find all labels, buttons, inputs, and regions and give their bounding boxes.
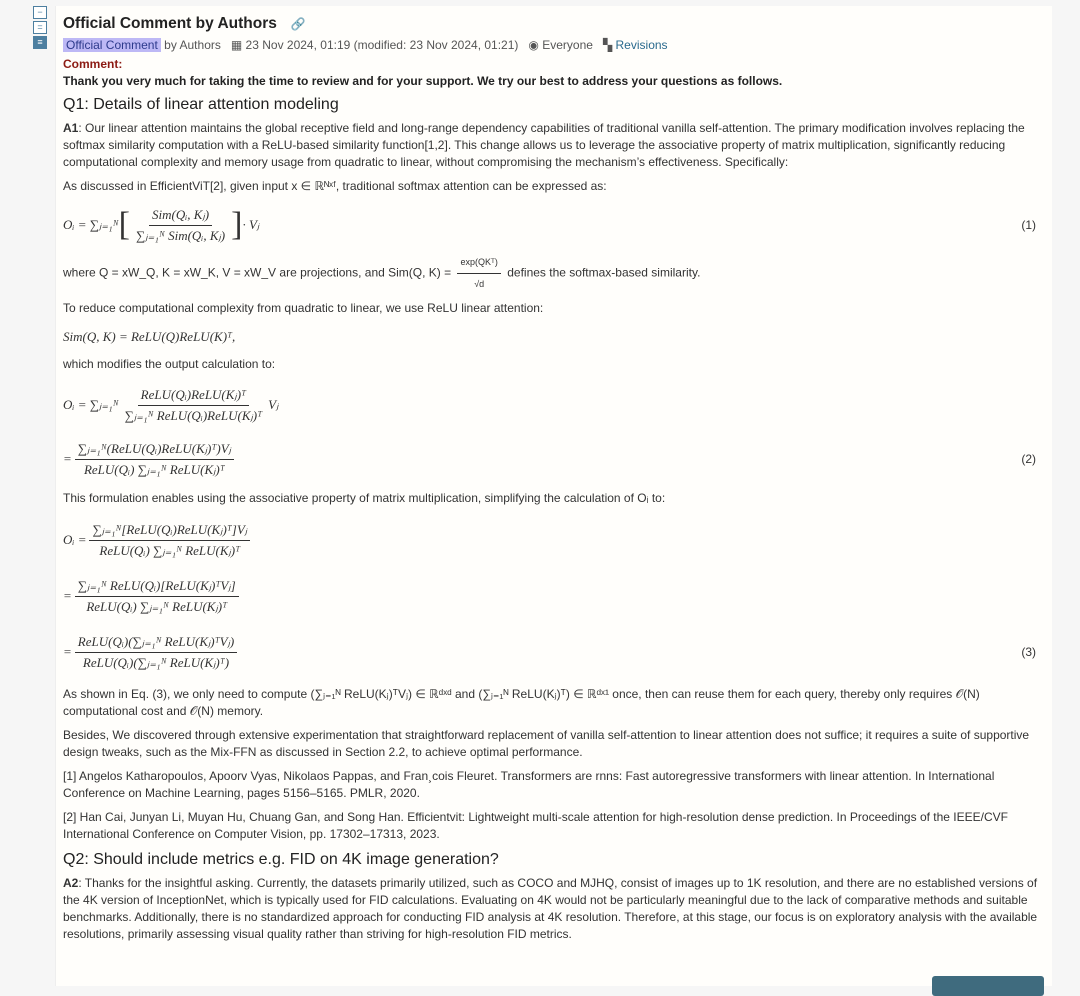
collapse-button[interactable]: − <box>33 6 47 19</box>
q1-heading: Q1: Details of linear attention modeling <box>63 96 339 113</box>
calendar-icon: ▦ <box>230 38 243 52</box>
reply-button[interactable] <box>932 976 1044 996</box>
invitation-badge: Official Comment <box>63 38 161 52</box>
revisions-link[interactable]: Revisions <box>615 38 668 52</box>
a1-paragraph: A1: Our linear attention maintains the global receptive field and long-range dependency capabilities of traditional vanilla self-attention. The primary modification involves replacing the softmax similarity computation with a ReLU-based similarity function[1,2]. This change allows us to leverage the associative property of matrix multiplication, significantly reducing computational complexity and memory usage from quadratic to linear, without compromising the mechanism’s effectiveness. Specifically: <box>63 121 1025 169</box>
besides-paragraph: Besides, We discovered through extensive experimentation that straightforward replacement of vanilla self-attention to linear attention does not suffice; it requires a suite of supportive design tweaks, such as the Mix-FFN as discussed in Section 2.2, to achieve optimal performance. <box>63 728 1030 759</box>
comment-label: Comment: <box>63 57 123 71</box>
shown-paragraph: As shown in Eq. (3), we only need to compute (∑ⱼ₌₁ᴺ ReLU(Kⱼ)ᵀVⱼ) ∈ ℝᵈˣᵈ and (∑ⱼ₌₁ᴺ ReLU(Kⱼ)ᵀ) ∈ ℝᵈˣ¹ once, then can reuse them for each query, thereby only requires 𝒪(N) computational cost and 𝒪(N) memory. <box>63 687 980 718</box>
date: 23 Nov 2024, 01:19 (modified: 23 Nov 2024, 01:21) <box>245 38 519 52</box>
q2-heading: Q2: Should include metrics e.g. FID on 4K image generation? <box>63 851 499 868</box>
intro-text: Thank you very much for taking the time to review and for your support. We try our best to address your questions as follows. <box>63 74 783 88</box>
equation-1: Oᵢ = ∑ⱼ₌₁ᴺ [ $\frac{\text{Sim(Qᵢ, Kⱼ)}}{\text{∑ⱼ₌₁ᴺ Sim(Qᵢ, Kⱼ)}}$ ] · Vⱼ (1) <box>63 206 1036 243</box>
note-title-text: Official Comment by Authors <box>63 15 277 32</box>
eye-icon: ◉ <box>528 38 539 52</box>
author: by Authors <box>164 38 221 52</box>
equation-3b: = $\frac{\text{∑ⱼ₌₁ᴺ ReLU(Qᵢ)[ReLU(Kⱼ)ᵀVⱼ]}}{\text{ReLU(Qᵢ) ∑ⱼ₌₁ᴺ ReLU(Kⱼ)ᵀ}}$ <box>63 570 1044 622</box>
note-card <box>55 6 1052 986</box>
note-meta <box>63 38 1044 52</box>
link-icon[interactable]: 🔗 <box>290 17 306 31</box>
a2-paragraph: A2: Thanks for the insightful asking. Currently, the datasets primarily utilized, such as COCO and MJHQ, consist of images up to 1K resolution, and there are no established versions of the 4K version of InceptionNet, which is typically used for FID calculations. Evaluating on 4K would not be particularly meaningful due to the lack of comparative methods and suitable benchmarks. Additionally, there is no standardized approach for conducting FID analysis at 4K resolution. Therefore, at this stage, our focus is on exploratory analysis with the available resolutions, primarily assessing visual quality rather than striving for high-resolution FID metrics. <box>63 876 1038 941</box>
discussed-paragraph: As discussed in EfficientViT[2], given input x ∈ ℝᴺˣᶠ, traditional softmax attention can be expressed as: <box>63 179 607 193</box>
partial-view-button[interactable]: = <box>33 21 47 34</box>
equation-sim: Sim(Q, K) = ReLU(Q)ReLU(K)ᵀ, <box>63 329 236 344</box>
formulation-paragraph: This formulation enables using the associative property of matrix multiplication, simplifying the calculation of Oᵢ to: <box>63 491 666 505</box>
reference-2: [2] Han Cai, Junyan Li, Muyan Hu, Chuang Gan, and Song Han. Efficientvit: Lightweight multi-scale attention for high-resolution dense prediction. In Proceedings of the IEEE/CVF International Conference on Computer Vision, pp. 17302–17313, 2023. <box>63 810 1008 841</box>
equation-3c: = $\frac{\text{ReLU(Qᵢ)(∑ⱼ₌₁ᴺ ReLU(Kⱼ)ᵀVⱼ)}}{\text{ReLU(Qᵢ)(∑ⱼ₌₁ᴺ ReLU(Kⱼ)ᵀ)}}$ (3) <box>63 633 1036 670</box>
equation-2b: = $\frac{\text{∑ⱼ₌₁ᴺ(ReLU(Qᵢ)ReLU(Kⱼ)ᵀ)Vⱼ}}{\text{ReLU(Qᵢ) ∑ⱼ₌₁ᴺ ReLU(Kⱼ)ᵀ}}$ (2) <box>63 440 1036 477</box>
visibility: Everyone <box>542 38 593 52</box>
revisions-icon: ▚ <box>602 38 613 52</box>
full-view-button[interactable]: ≡ <box>33 36 47 49</box>
equation-3a: Oᵢ = $\frac{\text{∑ⱼ₌₁ᴺ[ReLU(Qᵢ)ReLU(Kⱼ)ᵀ]Vⱼ}}{\text{ReLU(Qᵢ) ∑ⱼ₌₁ᴺ ReLU(Kⱼ)ᵀ}}$ <box>63 514 1044 566</box>
note-view-controls <box>33 6 47 51</box>
note-title <box>63 15 1044 33</box>
reference-1: [1] Angelos Katharopoulos, Apoorv Vyas, Nikolaos Pappas, and Fran¸cois Fleuret. Transformers are rnns: Fast autoregressive transformers with linear attention. In International Conference on Machine Learning, pages 5156–5165. PMLR, 2020. <box>63 769 995 800</box>
modifies-paragraph: which modifies the output calculation to: <box>63 357 276 371</box>
equation-2a: Oᵢ = ∑ⱼ₌₁ᴺ $\frac{\text{ReLU(Qᵢ)ReLU(Kⱼ)ᵀ}}{\text{∑ⱼ₌₁ᴺ ReLU(Qᵢ)ReLU(Kⱼ)ᵀ}}$ Vⱼ <box>63 386 279 423</box>
where-paragraph: where Q = xW_Q, K = xW_K, V = xW_V are projections, and Sim(Q, K) = $\frac{\text{exp(QKᵀ)}}{√d}$ defines the softmax-based similarity. <box>63 254 1044 293</box>
reduce-paragraph: To reduce computational complexity from quadratic to linear, we use ReLU linear attention: <box>63 301 544 315</box>
